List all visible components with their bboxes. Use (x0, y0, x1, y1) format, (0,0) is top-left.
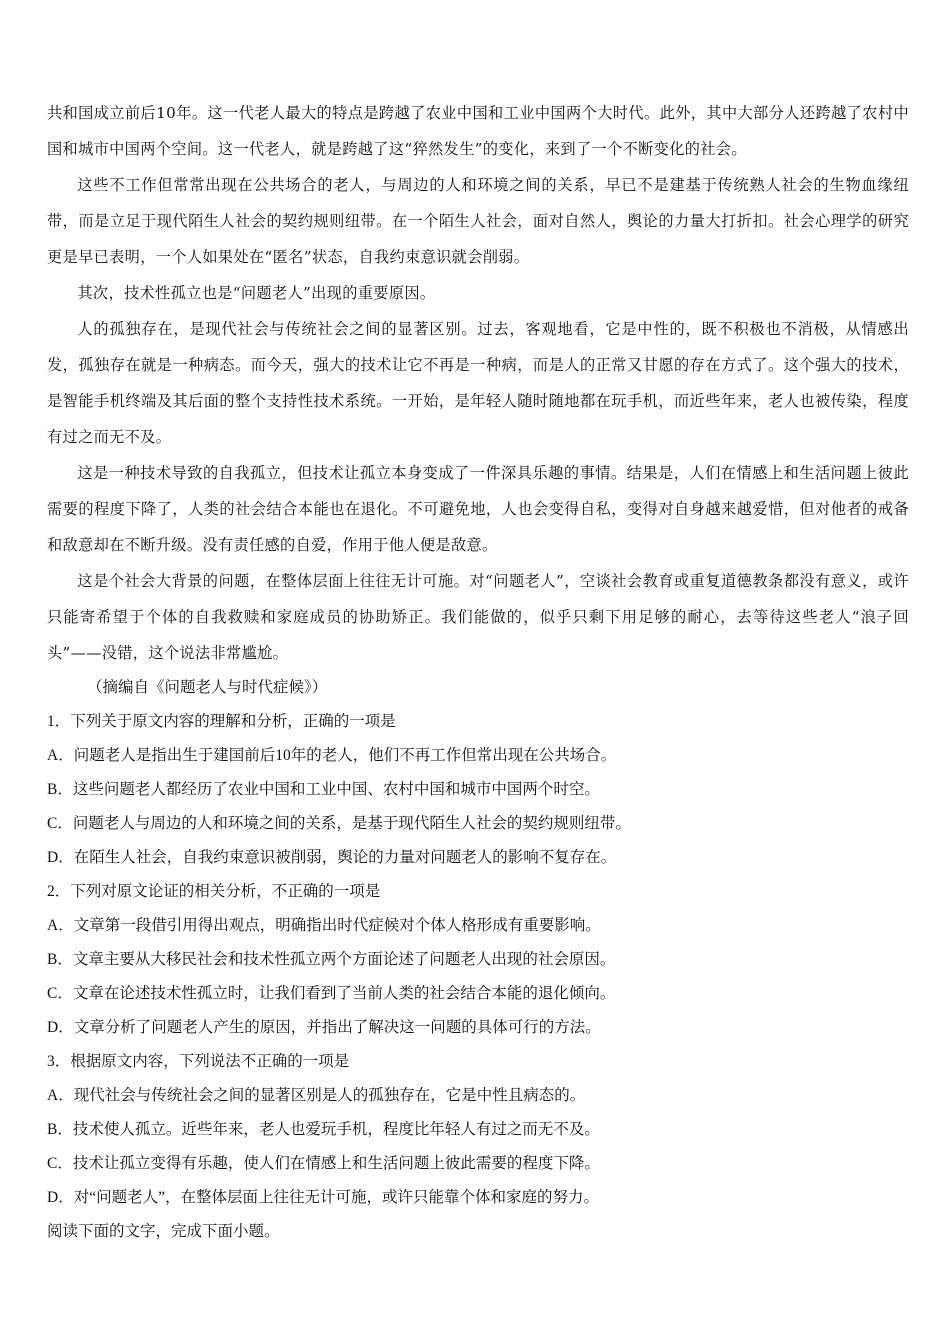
question-3 (47, 1045, 909, 1215)
question-option-b: B．技术使人孤立。近些年来，老人也爱玩手机，程度比年轻人有过之而无不及。 (47, 1121, 600, 1138)
question-option-a: A．问题老人是指出生于建国前后10年的老人，他们不再工作但常出现在公共场合。 (47, 747, 617, 764)
question-1 (47, 705, 909, 875)
question-option-b: B．文章主要从大移民社会和技术性孤立两个方面论述了问题老人出现的社会原因。 (47, 951, 616, 968)
question-option-d: D．文章分析了问题老人产生的原因，并指出了解决这一问题的具体可行的方法。 (47, 1019, 601, 1036)
article-source: （摘编自《问题老人与时代症候》） (87, 679, 328, 696)
question-option-c: C．文章在论述技术性孤立时，让我们看到了当前人类的社会结合本能的退化倾向。 (47, 985, 616, 1002)
reading-instruction: 阅读下面的文字，完成下面小题。 (47, 1223, 280, 1240)
document-page (47, 95, 909, 1249)
article-paragraph-6: 这是个社会大背景的问题，在整体层面上往往无计可施。对“问题老人”，空谈社会教育或重复道德教条都没有意义，或许只能寄希望于个体的自我救赎和家庭成员的协助矫正。我们能做的，似乎只剩下用足够的耐心，去等待这些老人“浪子回头”——没错，这个说法非常尴尬。 (47, 572, 909, 662)
question-stem: 2．下列对原文论证的相关分析，不正确的一项是 (47, 883, 381, 900)
article-paragraph-4: 人的孤独存在，是现代社会与传统社会之间的显著区别。过去，客观地看，它是中性的，既不积极也不消极，从情感出发，孤独存在就是一种病态。而今天，强大的技术让它不再是一种病，而是人的正常又甘愿的存在方式了。这个强大的技术，是智能手机终端及其后面的整个支持性技术系统。一开始，是年轻人随时随地都在玩手机，而近些年来，老人也被传染，程度有过之而无不及。 (47, 320, 909, 446)
question-option-b: B．这些问题老人都经历了农业中国和工业中国、农村中国和城市中国两个时空。 (47, 781, 600, 798)
article-paragraph-2: 这些不工作但常常出现在公共场合的老人，与周边的人和环境之间的关系，早已不是建基于传统熟人社会的生物血缘纽带，而是立足于现代陌生人社会的契约规则纽带。在一个陌生人社会，面对自然人，舆论的力量大打折扣。社会心理学的研究更是早已表明，一个人如果处在“匿名”状态，自我约束意识就会削弱。 (47, 176, 909, 266)
question-option-a: A．现代社会与传统社会之间的显著区别是人的孤独存在，它是中性且病态的。 (47, 1087, 586, 1104)
question-option-a: A．文章第一段借引用得出观点，明确指出时代症候对个体人格形成有重要影响。 (47, 917, 601, 934)
question-option-c: C．技术让孤立变得有乐趣，使人们在情感上和生活问题上彼此需要的程度下降。 (47, 1155, 600, 1172)
article-paragraph-3: 其次，技术性孤立也是“问题老人”出现的重要原因。 (77, 284, 436, 302)
question-2 (47, 875, 909, 1045)
question-option-d: D．在陌生人社会，自我约束意识被削弱，舆论的力量对问题老人的影响不复存在。 (47, 849, 617, 866)
article-paragraph-1: 共和国成立前后10年。这一代老人最大的特点是跨越了农业中国和工业中国两个大时代。此外，其中大部分人还跨越了农村中国和城市中国两个空间。这一代老人，就是跨越了这“猝然发生”的变化，来到了一个不断变化的社会。 (47, 104, 909, 158)
question-stem: 3．根据原文内容，下列说法不正确的一项是 (47, 1053, 350, 1070)
article-paragraph-5: 这是一种技术导致的自我孤立，但技术让孤立本身变成了一件深具乐趣的事情。结果是，人们在情感上和生活问题上彼此需要的程度下降了，人类的社会结合本能也在退化。不可避免地，人也会变得自私，变得对自身越来越爱惜，但对他者的戒备和敌意却在不断升级。没有责任感的自爱，作用于他人便是敌意。 (47, 464, 909, 554)
question-option-d: D．对“问题老人”，在整体层面上往往无计可施，或许只能靠个体和家庭的努力。 (47, 1189, 599, 1206)
question-stem: 1．下列关于原文内容的理解和分析，正确的一项是 (47, 713, 396, 730)
question-option-c: C．问题老人与周边的人和环境之间的关系，是基于现代陌生人社会的契约规则纽带。 (47, 815, 631, 832)
